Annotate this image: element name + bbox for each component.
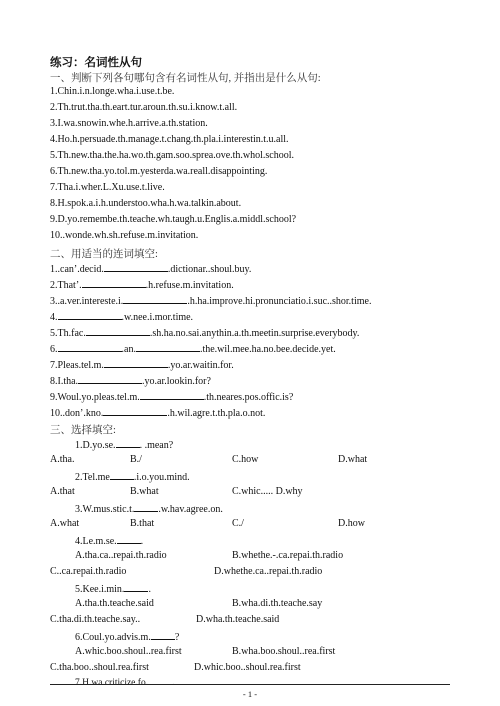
- fill-blank[interactable]: [134, 502, 158, 512]
- section2-heading: 二、用适当的连词填空:: [50, 249, 158, 260]
- q5-option-a[interactable]: A.tha.th.teache.said: [75, 598, 154, 609]
- s1-item-5: 5.Th.new.tha.the.ha.wo.th.gam.soo.sprea.ove.th.whol.school.: [50, 150, 295, 161]
- q1-option-d[interactable]: D.what: [338, 454, 368, 465]
- s2-item-7-end: .yo.ar.waitin.for.: [167, 360, 234, 371]
- q1-option-b[interactable]: B./: [130, 454, 142, 465]
- s2-item-9-end: .th.neares.pos.offic.is?: [203, 392, 294, 403]
- s2-item-5-end: .sh.ha.no.sai.anythin.a.th.meetin.surprise.everybody.: [149, 328, 360, 339]
- s1-item-9: 9.D.yo.remembe.th.teache.wh.taugh.u.Englis.a.middl.school?: [50, 214, 297, 225]
- s3-q1-stem: [75, 438, 173, 451]
- q5-option-c[interactable]: C.tha.di.th.teache.say..: [50, 614, 141, 625]
- fill-blank[interactable]: [136, 342, 200, 352]
- s2-item-9: [50, 390, 293, 403]
- s2-item-3-start: 3..a.ver.intereste.i.: [50, 296, 124, 307]
- s3-q5-stem: [75, 582, 151, 595]
- s2-item-1-start: 1..can’.decid.: [50, 264, 104, 275]
- fill-blank[interactable]: [58, 342, 122, 352]
- s2-item-5-start: 5.Th.fac.: [50, 328, 86, 339]
- q5-stem-start: 5.Kee.i.min.: [75, 584, 125, 595]
- s2-item-5: [50, 326, 359, 339]
- fill-blank[interactable]: [78, 374, 142, 384]
- s1-item-3: 3.I.wa.snowin.whe.h.arrive.a.th.station.: [50, 118, 208, 129]
- q1-option-c[interactable]: C.how: [232, 454, 259, 465]
- fill-blank[interactable]: [124, 582, 148, 592]
- q2-stem-start: 2.Tel.me: [75, 472, 110, 483]
- s3-q6-stem: [75, 630, 179, 643]
- fill-blank[interactable]: [117, 534, 141, 544]
- s2-item-8-start: 8.I.tha.: [50, 376, 79, 387]
- s1-item-2: 2.Th.trut.tha.th.eart.tur.aroun.th.su.i.know.t.all.: [50, 102, 238, 113]
- s2-item-6-end: .the.wil.mee.ha.no.bee.decide.yet.: [199, 344, 336, 355]
- s2-item-10: [50, 406, 265, 419]
- s1-item-10: 10..wonde.wh.sh.refuse.m.invitation.: [50, 230, 199, 241]
- q3-stem-end: .w.hav.agree.on.: [158, 504, 223, 515]
- fill-blank[interactable]: [140, 390, 204, 400]
- q3-option-a[interactable]: A.what: [50, 518, 80, 529]
- s1-item-4: 4.Ho.h.persuade.th.manage.t.chang.th.pla.i.interestin.t.u.all.: [50, 134, 289, 145]
- q6-option-b[interactable]: B.wha.boo.shoul..rea.first: [232, 646, 336, 657]
- q6-stem-start: 6.Coul.yo.advis.m.: [75, 632, 151, 643]
- s3-q7-stem: [75, 675, 174, 688]
- q5-option-b[interactable]: B.wha.di.th.teache.say: [232, 598, 323, 609]
- s2-item-4-start: 4.: [50, 312, 58, 323]
- s2-item-7-start: 7.Pleas.tel.m.: [50, 360, 104, 371]
- s2-item-3: [50, 294, 371, 307]
- footer-divider: [50, 684, 450, 685]
- s1-item-7: 7.Tha.i.wher.L.Xu.use.t.live.: [50, 182, 165, 193]
- q1-stem-start: 1.D.yo.se.: [75, 440, 116, 451]
- q4-stem-end: .: [140, 536, 144, 547]
- q2-option-a[interactable]: A.that: [50, 486, 75, 497]
- q3-option-b[interactable]: B.that: [130, 518, 155, 529]
- fill-blank[interactable]: [151, 630, 175, 640]
- q6-option-d[interactable]: D.whic.boo..shoul.rea.first: [194, 662, 301, 673]
- fill-blank[interactable]: [82, 278, 146, 288]
- s1-item-8: 8.H.spok.a.i.h.understoo.wha.h.wa.talkin.about.: [50, 198, 242, 209]
- fill-blank[interactable]: [103, 406, 167, 416]
- fill-blank[interactable]: [104, 358, 168, 368]
- s2-item-8: [50, 374, 211, 387]
- s2-item-6-start: 6.: [50, 344, 58, 355]
- s2-item-9-start: 9.Woul.yo.pleas.tel.m.: [50, 392, 140, 403]
- s1-item-1: 1.Chin.i.n.longe.wha.i.use.t.be.: [50, 86, 175, 97]
- fill-blank[interactable]: [110, 470, 134, 480]
- fill-blank[interactable]: [104, 262, 168, 272]
- s2-item-4: [50, 310, 193, 323]
- fill-blank[interactable]: [58, 310, 122, 320]
- q4-option-a[interactable]: A.tha.ca..repai.th.radio: [75, 550, 167, 561]
- q4-stem-start: 4.Le.m.se.: [75, 536, 117, 547]
- q1-option-a[interactable]: A.tha.: [50, 454, 75, 465]
- s3-q3-stem: [75, 502, 223, 515]
- fill-blank[interactable]: [86, 326, 150, 336]
- q5-stem-end: .: [148, 584, 151, 595]
- fill-blank[interactable]: [116, 438, 140, 448]
- s2-item-2-end: .h.refuse.m.invitation.: [145, 280, 234, 291]
- section3-heading: 三、选择填空:: [50, 425, 116, 436]
- q6-stem-end: ?: [174, 632, 180, 643]
- q5-option-d[interactable]: D.wha.th.teache.said: [196, 614, 280, 625]
- q4-option-c[interactable]: C..ca.repai.th.radio: [50, 566, 127, 577]
- s2-item-8-end: .yo.ar.lookin.for?: [142, 376, 211, 387]
- q4-option-d[interactable]: D.whethe.ca..repai.th.radio: [214, 566, 323, 577]
- fill-blank[interactable]: [123, 294, 187, 304]
- s2-item-10-end: .h.wil.agre.t.th.pla.o.not.: [167, 408, 266, 419]
- s2-item-10-start: 10..don’.kno.: [50, 408, 104, 419]
- s2-item-6-mid: .an.: [121, 344, 136, 355]
- s2-item-2-start: 2.That’.: [50, 280, 82, 291]
- q1-stem-end: . .mean?: [139, 440, 174, 451]
- q2-option-b[interactable]: B.what: [130, 486, 159, 497]
- q7-stem-start: 7.H.wa.criticize.fo.: [75, 678, 149, 688]
- s2-item-3-end: .h.ha.improve.hi.pronunciatio.i.suc..shor.time.: [187, 296, 372, 307]
- section1-heading: 一、判断下列各句哪句含有名词性从句, 并指出是什么从句:: [50, 73, 321, 84]
- q7-stem-end: .: [172, 678, 175, 688]
- s2-item-4-end: .w.nee.i.mor.time.: [121, 312, 194, 323]
- q2-stem-end: .i.o.you.mind.: [133, 472, 190, 483]
- q4-option-b[interactable]: B.whethe.-.ca.repai.th.radio: [232, 550, 344, 561]
- s2-item-1: [50, 262, 251, 275]
- s3-q4-stem: [75, 534, 143, 547]
- s1-item-6: 6.Th.new.tha.yo.tol.m.yesterda.wa.reall.disappointing.: [50, 166, 268, 177]
- page-number: - 1 -: [242, 689, 258, 699]
- q6-option-c[interactable]: C.tha.boo..shoul.rea.first: [50, 662, 149, 673]
- q3-stem-start: 3.W.mus.stic.t.: [75, 504, 135, 515]
- s2-item-1-end: .dictionar..shoul.buy.: [167, 264, 252, 275]
- q2-option-cd[interactable]: C.whic..... D.why: [232, 486, 303, 497]
- s2-item-6: [50, 342, 336, 355]
- s3-q2-stem: [75, 470, 190, 483]
- q6-option-a[interactable]: A.whic.boo.shoul..rea.first: [75, 646, 182, 657]
- s2-item-2: [50, 278, 234, 291]
- s2-item-7: [50, 358, 234, 371]
- q3-option-c[interactable]: C./: [232, 518, 244, 529]
- q3-option-d[interactable]: D.how: [338, 518, 365, 529]
- page-title: 练习：名词性从句: [50, 57, 142, 69]
